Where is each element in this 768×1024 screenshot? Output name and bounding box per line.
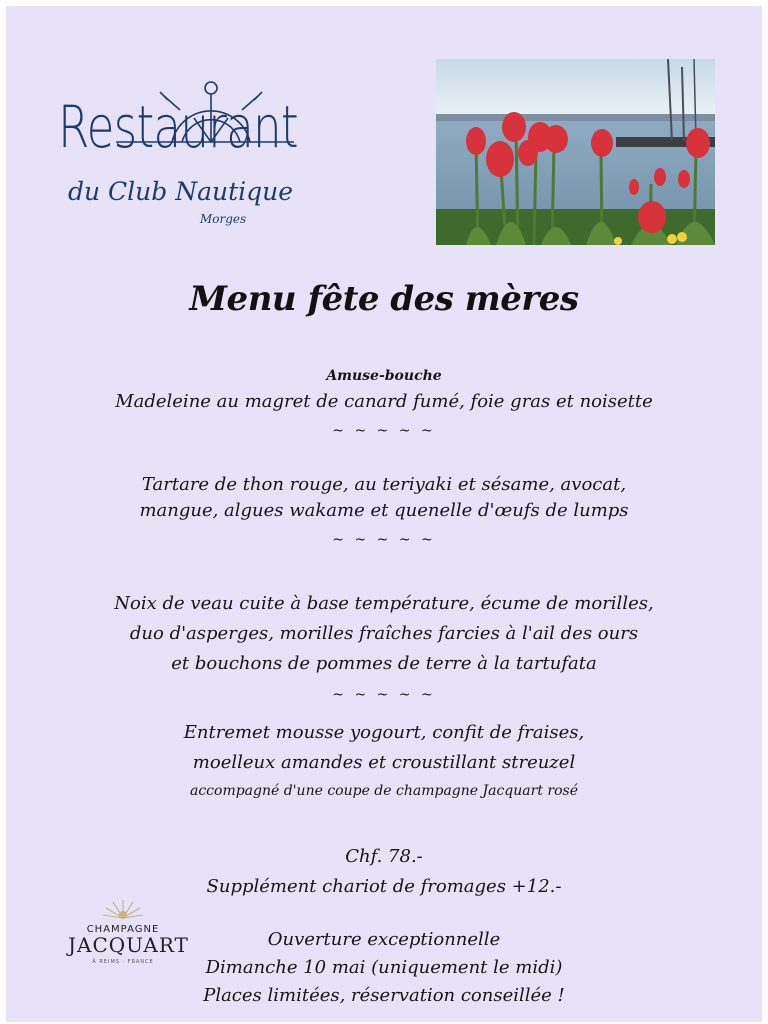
opening-line-3: Places limitées, réservation conseillée ! [203,985,565,1006]
price-supplement: Supplément chariot de fromages +12.- [206,876,562,897]
main-course [6,589,762,705]
price-main: Chf. 78.- [345,846,423,867]
sunburst-icon [98,898,148,920]
separator-3: ~ ~ ~ ~ ~ [332,687,436,703]
main-line-3: et bouchons de pommes de terre à la tartufata [171,653,597,674]
logo-word: Restaurant [58,93,298,161]
starter-line-1: Tartare de thon rouge, au teriyaki et sésame, avocat, [141,474,627,495]
tulip-photo [436,59,715,245]
sponsor-bottom: À REIMS · FRANCE [92,959,154,965]
logo-subtitle: du Club Nautique [68,177,294,206]
starter-course [6,472,762,550]
main-line-1: Noix de veau cuite à base température, écume de morilles, [114,593,654,614]
opening-line-1: Ouverture exceptionnelle [267,929,501,950]
price-block [6,842,762,902]
champagne-jacquart-logo [68,898,189,978]
starter-line-2: mangue, algues wakame et quenelle d'œufs de lumps [139,500,629,521]
opening-line-2: Dimanche 10 mai (uniquement le midi) [205,957,563,978]
amuse-label: Amuse-bouche [326,368,442,384]
dessert-line-1: Entremet mousse yogourt, confit de fraises, [183,722,585,743]
sponsor-top: CHAMPAGNE [86,924,160,935]
sponsor-name: JACQUART [68,933,189,957]
logo-town: Morges [200,212,247,226]
menu-title: Menu fête des mères [189,279,579,319]
dessert-line-2: moelleux amandes et croustillant streuzel [192,752,576,773]
menu-page [6,6,762,1022]
restaurant-logo [56,76,296,236]
dessert-line-3: accompagné d'une coupe de champagne Jacquart rosé [189,783,578,799]
amuse-text: Madeleine au magret de canard fumé, foie gras et noisette [115,391,653,412]
main-line-2: duo d'asperges, morilles fraîches farcies à l'ail des ours [129,623,639,644]
separator-1: ~ ~ ~ ~ ~ [332,423,436,439]
separator-2: ~ ~ ~ ~ ~ [332,532,436,548]
dessert-course [6,718,762,804]
menu-body [6,363,762,441]
